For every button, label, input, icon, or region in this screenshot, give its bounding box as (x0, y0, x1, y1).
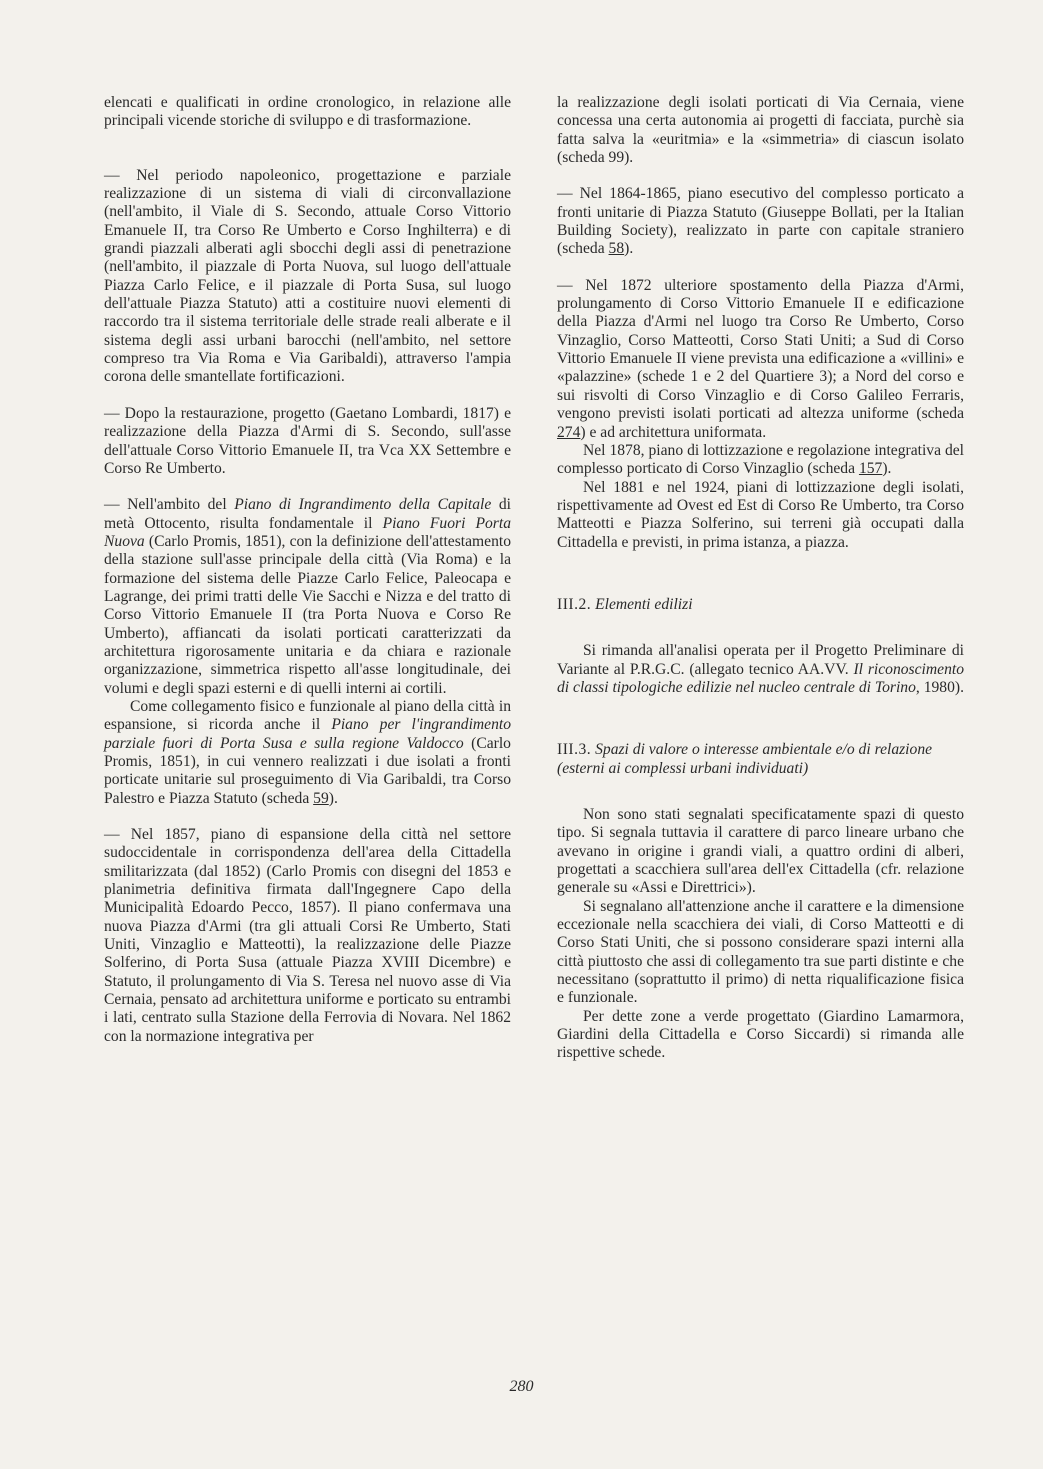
paragraph: — Nel 1872 ulteriore spostamento della Piazza d'Armi, prolungamento di Corso Vittorio Emanuele II e edificazione della Piazza d'Armi nel luogo tra Corso Re Umberto, Corso Vinzaglio, Corso Matteotti, Corso Stati Uniti; a Sud di Corso Vittorio Emanuele II viene prevista una edificazione a «villini» e «palazzine» (schede 1 e 2 del Quartiere 3); a Nord del corso e sui risvolti di Corso Vinzaglio e di Corso Galileo Ferraris, vengono previsti isolati porticati ad altezza uniforme (scheda 274) e ad architettura uniformata. (557, 276, 964, 441)
paragraph: Nel 1881 e nel 1924, piani di lottizzazione degli isolati, rispettivamente ad Ovest ed Est di Corso Re Umberto, tra Corso Matteotti e Piazza Solferino, sui terreni già occupati dalla Cittadella e previsti, in prima istanza, a piazza. (557, 478, 964, 551)
paragraph: la realizzazione degli isolati porticati di Via Cernaia, viene concessa una certa autonomia ai progetti di facciata, purchè sia fatta salva la «euritmia» e la «simmetria» di ciascun isolato (scheda 99). (557, 94, 964, 167)
page-number: 280 (509, 1378, 534, 1395)
scheda-reference: 58 (608, 240, 625, 258)
scheda-reference: 274 (557, 423, 581, 441)
paragraph: Nel 1878, piano di lottizzazione e regolazione integrativa del complesso porticato di Corso Vinzaglio (scheda 157). (557, 441, 964, 478)
scheda-reference: 59 (313, 789, 329, 807)
paragraph: — Nel 1864-1865, piano esecutivo del complesso porticato a fronti unitarie di Piazza Statuto (Giuseppe Bollati, per la Italian Building Society), realizzato in parte con capitale straniero (scheda 58). (557, 185, 964, 258)
paragraph: elencati e qualificati in ordine cronologico, in relazione alle principali vicende storiche di sviluppo e di trasformazione. (104, 94, 511, 130)
paragraph: — Nel 1857, piano di espansione della città nel settore sudoccidentale in corrispondenza dell'area della Cittadella smilitarizzata (dal 1852) (Carlo Promis con disegni del 1853 e planimetria definitiva firmata dall'Ingegnere Capo della Municipalità Edoardo Pecco, 1857). Il piano confermava una nuova Piazza d'Armi (tra gli attuali Corsi Re Umberto, Stati Uniti, Vinzaglio e Matteotti), la realizzazione delle Piazze Solferino, di Porta Susa (attuale Piazza XVIII Dicembre) e Statuto, il prolungamento di Via S. Teresa nel nuovo asse di Via Cernaia, pensato ad architettura uniforme e porticato su entrambi i lati, centrato sulla Stazione della Ferrovia di Novara. Nel 1862 con la normazione integrativa per (104, 826, 511, 1045)
paragraph: Si rimanda all'analisi operata per il Progetto Preliminare di Variante al P.R.G.C. (allegato tecnico AA.VV. Il riconoscimento di classi tipologiche edilizie nel nucleo centrale di Torino, 1980). (557, 642, 964, 696)
paragraph: Come collegamento fisico e funzionale al piano della città in espansione, si ricorda anche il Piano per l'ingrandimento parziale fuori di Porta Susa e sulla regione Valdocco (Carlo Promis, 1851), in cui vennero realizzati i due isolati a fronti porticate unitarie sul proseguimento di Via Garibaldi, tra Corso Palestro e Piazza Statuto (scheda 59). (104, 697, 512, 807)
left-column (104, 94, 511, 1046)
section-heading: III.2. Elementi edilizi (557, 595, 693, 613)
right-column (557, 94, 964, 1063)
paragraph: — Nell'ambito del Piano di Ingrandimento della Capitale di metà Ottocento, risulta fondamentale il Piano Fuori Porta Nuova (Carlo Promis, 1851), con la definizione dell'attestamento della stazione sull'asse principale della città (Via Roma) e la formazione del sistema delle Piazze Carlo Felice, Paleocapa e Lagrange, dei primi tratti delle Vie Sacchi e Nizza e del tratto di Corso Vittorio Emanuele II (tra Porta Nuova e Corso Re Umberto), affiancati da isolati porticati caratterizzati da architettura rigorosamente unitaria e da chiara e razionale organizzazione, simmetrica rispetto all'asse longitudinale, dei volumi e degli spazi esterni e di quelli interni ai cortili. (104, 496, 511, 697)
paragraph: Si segnalano all'attenzione anche il carattere e la dimensione eccezionale nella scacchiera dei viali, di Corso Matteotti e di Corso Stati Uniti, che si possono considerare spazi interni alla città piuttosto che assi di collegamento tra sue parti distinte e che necessitano (soprattutto il primo) di netta riqualificazione fisica e funzionale. (557, 897, 964, 1007)
scheda-reference: 157 (858, 460, 883, 478)
section-heading: III.3. Spazi di valore o interesse ambientale e/o di relazione (esterni ai complessi urbani individuati) (557, 741, 933, 777)
paragraph: Per dette zone a verde progettato (Giardino Lamarmora, Giardini della Cittadella e Corso Siccardi) si rimanda alle rispettive schede. (557, 1007, 964, 1062)
paragraph: Non sono stati segnalati specificatamente spazi di questo tipo. Si segnala tuttavia il carattere di parco lineare urbano che avevano in origine i grandi viali, a quattro ordini di alberi, progettati a scacchiera sull'area dell'ex Cittadella (cfr. relazione generale su «Assi e Direttrici»). (557, 805, 964, 897)
paragraph: — Dopo la restaurazione, progetto (Gaetano Lombardi, 1817) e realizzazione della Piazza d'Armi di S. Secondo, sull'asse dell'attuale Corso Vittorio Emanuele II, tra Vca XX Settembre e Corso Re Umberto. (104, 404, 511, 477)
paragraph: — Nel periodo napoleonico, progettazione e parziale realizzazione di un sistema di viali di circonvallazione (nell'ambito, il Viale di S. Secondo, attuale Corso Vittorio Emanuele II, tra Corso Re Umberto e Corso Inghilterra) e di grandi piazzali alberati agli sbocchi degli assi di penetrazione (nell'ambito, il piazzale di Porta Nuova, sul luogo dell'attuale Piazza Carlo Felice, e il piazzale di Porta Susa, sul luogo dell'attuale Piazza Statuto) atti a costituire nuovi elementi di raccordo tra il sistema territoriale delle strade reali alberate e il sistema degli assi urbani barocchi (nell'ambito, nel settore compreso tra Via Roma e Via Garibaldi), attraverso l'ampia corona delle smantellate fortificazioni. (104, 166, 511, 386)
